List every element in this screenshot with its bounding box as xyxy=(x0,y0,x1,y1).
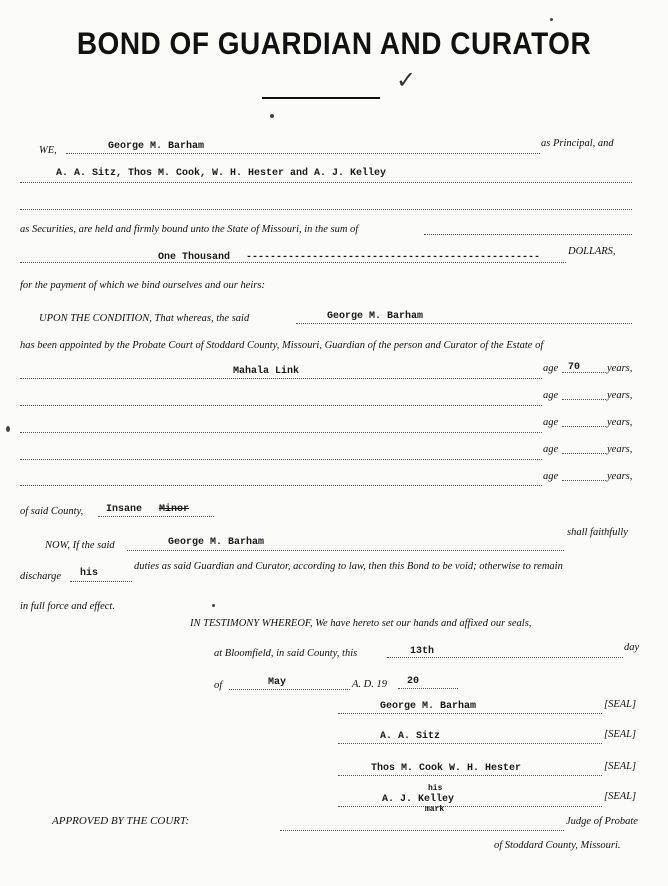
condition-name: George M. Barham xyxy=(327,311,424,322)
signature-2: A. A. Sitz xyxy=(380,731,441,742)
seal-3: [SEAL] xyxy=(604,761,637,772)
age-line-4 xyxy=(562,453,606,454)
of-label: of xyxy=(214,680,223,691)
document-title: BOND OF GUARDIAN AND CURATOR xyxy=(76,26,592,61)
speck xyxy=(550,18,553,21)
now-text: NOW, If the said xyxy=(45,540,115,551)
county-footer: of Stoddard County, Missouri. xyxy=(494,840,621,851)
ward-line-5 xyxy=(20,485,542,486)
discharge-label: discharge xyxy=(20,571,62,582)
seal-4: [SEAL] xyxy=(604,791,637,802)
principal-line xyxy=(66,153,540,154)
judge-label: Judge of Probate xyxy=(566,816,638,827)
year-value: 20 xyxy=(407,676,420,687)
now-line xyxy=(127,550,564,551)
speck xyxy=(270,114,274,118)
pronoun-line xyxy=(70,581,132,582)
speck xyxy=(212,604,215,607)
day-value: 13th xyxy=(410,646,435,657)
sureties-names: A. A. Sitz, Thos M. Cook, W. H. Hester and A. J. Kelley xyxy=(56,168,387,179)
ward-line-1 xyxy=(20,378,542,379)
sureties-line xyxy=(20,182,632,183)
title-rule xyxy=(262,97,380,99)
principal-name: George M. Barham xyxy=(108,141,205,152)
judge-line xyxy=(280,830,564,831)
blank-line xyxy=(20,209,632,210)
county-label: of said County, xyxy=(20,506,84,517)
as-principal-label: as Principal, and xyxy=(541,138,614,149)
his-label: his xyxy=(428,784,443,793)
year-line xyxy=(398,688,458,689)
pronoun-value: his xyxy=(80,568,99,579)
month-line xyxy=(229,689,350,690)
ward-line-2 xyxy=(20,405,542,406)
signature-4: A. J. Kelley xyxy=(382,794,455,805)
dollars-label: DOLLARS, xyxy=(568,246,616,257)
bloomfield-text: at Bloomfield, in said County, this xyxy=(214,648,358,659)
county-status: Insane xyxy=(106,504,143,515)
years-label-1: years, xyxy=(607,363,633,374)
ward-name-1: Mahala Link xyxy=(233,366,300,377)
testimony-text: IN TESTIMONY WHEREOF, We have hereto set our hands and affixed our seals, xyxy=(190,618,532,629)
day-label: day xyxy=(624,642,640,653)
sig-line-1 xyxy=(338,713,602,714)
checkmark-icon: ✓ xyxy=(396,66,417,94)
age-line-5 xyxy=(562,480,606,481)
payment-clause: for the payment of which we bind ourselves and our heirs: xyxy=(20,280,265,291)
ward-line-4 xyxy=(20,459,542,460)
securities-text: as Securities, are held and firmly bound unto the State of Missouri, in the sum of xyxy=(20,224,359,235)
years-label-4: years, xyxy=(607,444,633,455)
sig-line-3 xyxy=(338,775,602,776)
we-label: WE, xyxy=(39,145,57,156)
ad-label: A. D. 19 xyxy=(352,679,387,690)
sum-words: One Thousand xyxy=(158,252,231,263)
ward-line-3 xyxy=(20,432,542,433)
speck xyxy=(6,426,10,432)
sum-line-1 xyxy=(424,234,632,235)
seal-1: [SEAL] xyxy=(604,699,637,710)
appointed-text: has been appointed by the Probate Court of Stoddard County, Missouri, Guardian of the person and Curator of the Estate of xyxy=(20,340,544,351)
shall-label: shall faithfully xyxy=(567,527,628,538)
years-label-5: years, xyxy=(607,471,633,482)
age-line-2 xyxy=(562,399,606,400)
seal-2: [SEAL] xyxy=(604,729,637,740)
condition-line xyxy=(296,323,632,324)
condition-text: UPON THE CONDITION, That whereas, the said xyxy=(39,313,250,324)
sig-line-4 xyxy=(338,806,602,807)
sum-dashes: ------------------------------------------------- xyxy=(246,252,541,263)
age-label-3: age xyxy=(543,417,559,428)
full-force-text: in full force and effect. xyxy=(20,601,115,612)
age-label-4: age xyxy=(543,444,559,455)
years-label-3: years, xyxy=(607,417,633,428)
age-label-2: age xyxy=(543,390,559,401)
years-label-2: years, xyxy=(607,390,633,401)
day-line xyxy=(387,657,623,658)
age-label-5: age xyxy=(543,471,559,482)
signature-1: George M. Barham xyxy=(380,701,477,712)
county-line xyxy=(98,516,214,517)
now-name: George M. Barham xyxy=(168,537,265,548)
age-label-1: age xyxy=(543,363,559,374)
county-struck: Minor xyxy=(159,504,190,515)
signature-3: Thos M. Cook W. H. Hester xyxy=(371,763,522,774)
age-value-1: 70 xyxy=(568,362,581,373)
age-line-3 xyxy=(562,426,606,427)
duties-text: duties as said Guardian and Curator, according to law, then this Bond to be void; otherwise to remain xyxy=(134,561,563,572)
approved-label: APPROVED BY THE COURT: xyxy=(52,815,190,827)
month-value: May xyxy=(268,677,287,688)
sig-line-2 xyxy=(338,743,602,744)
mark-label: mark xyxy=(425,805,445,814)
